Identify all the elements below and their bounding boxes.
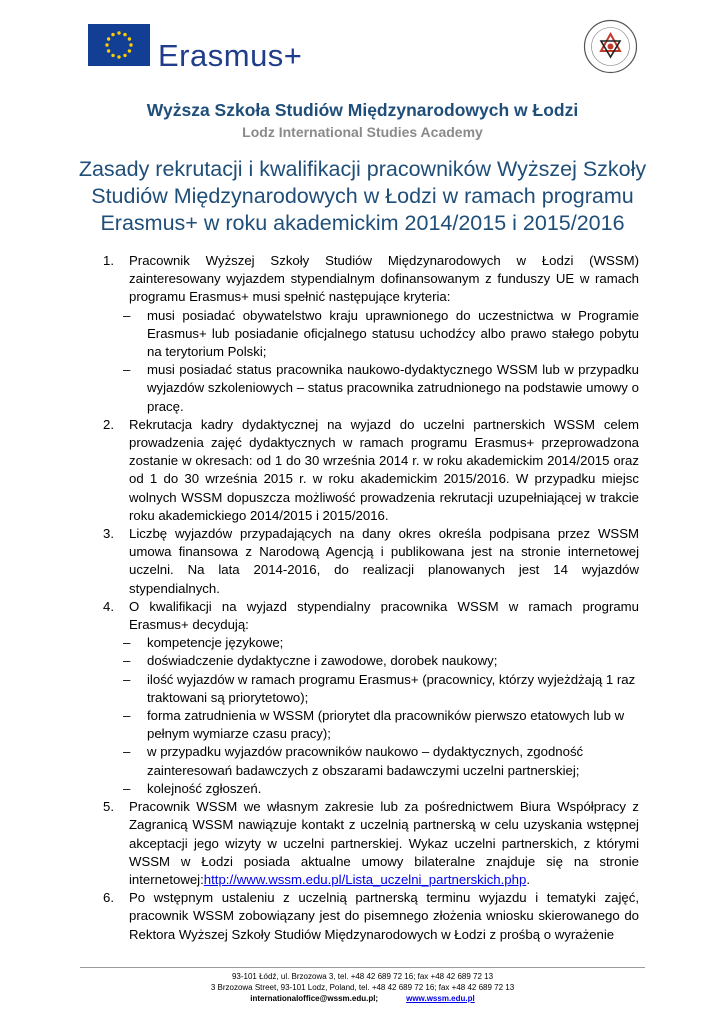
sub-item-text: musi posiadać status pracownika naukowo-dydaktycznego WSSM lub w przypadku wyjazdów szkoleniowych – status pracownika zatrudnionego na podstawie umowy o pracę. [147,362,639,414]
sub-item-text: kolejność zgłoszeń. [147,780,262,796]
item-text: Pracownik WSSM we własnym zakresie lub za pośrednictwem Biura Współpracy z Zagranicą WSSM nawiązuje kontakt z uczelnią partnerską w celu uzyskania wstępnej akceptacji jego wizyty w uczelni partnerskiej. Wykaz uczelni partnerskich, z którymi WSSM w Łodzi posiada aktualne umowy bilateralne znajduje się na stronie internetowej: [129,799,639,887]
document-title [70,156,655,237]
item-number: 2. [103,416,114,432]
title-line: Studiów Międzynarodowych w Łodzi w ramach programu [91,184,634,208]
title-line: Erasmus+ w roku akademickim 2014/2015 i 2015/2016 [100,211,625,235]
title-line: Zasady rekrutacji i kwalifikacji pracowników Wyższej Szkoły [78,157,647,181]
item-number: 4. [103,598,114,614]
item-number: 5. [103,799,114,815]
sub-item-text: kompetencje językowe; [147,635,284,651]
list-item [103,416,639,525]
list-item [103,525,639,598]
dash-bullet: – [123,307,131,323]
dash-bullet: – [123,362,131,378]
sub-item [103,634,639,652]
sub-item-text: ilość wyjazdów w ramach programu Erasmus+ (pracownicy, którzy wyjeżdżają 1 raz traktowani są priorytetowo); [147,671,636,705]
sub-item [103,743,639,779]
erasmus-logo: Erasmus+ [158,38,303,73]
item-text: O kwalifikacji na wyjazd stypendialny pracownika WSSM w ramach programu Erasmus+ decydują: [129,598,639,633]
sub-item [103,707,639,743]
item-text: Po wstępnym ustaleniu z uczelnią partnerską terminu wyjazdu i tematyki zajęć, pracownik WSSM zobowiązany jest do pisemnego złożenia wniosku skierowanego do Rektora Wyższej Szkoły Studiów Międzynarodowych w Łodzi z prośbą o wyrażenie [129,890,639,942]
sub-item-text: forma zatrudnienia w WSSM (priorytet dla pracowników pierwszo etatowych lub w pełnym wymiarze czasu pracy); [147,708,625,742]
list-item [103,798,639,889]
sub-item [103,671,639,707]
university-name: Wyższa Szkoła Studiów Międzynarodowych w Łodzi [146,100,579,120]
dash-bullet: – [123,671,131,687]
item-number: 3. [103,526,114,542]
footer-website-link[interactable]: www.wssm.edu.pl [406,994,475,1003]
sub-item [103,780,639,798]
dash-bullet: – [123,653,131,669]
sub-item [103,361,639,416]
dash-bullet: – [123,744,131,760]
partner-universities-link[interactable]: http://www.wssm.edu.pl/Lista_uczelni_partnerskich.php [203,871,527,887]
sub-item [103,307,639,362]
list-item [103,252,639,307]
eu-flag-icon [88,24,150,66]
item-text-end: . [526,871,530,887]
dash-bullet: – [123,708,131,724]
dash-bullet: – [123,780,131,796]
item-text: Pracownik Wyższej Szkoły Studiów Międzynarodowych w Łodzi (WSSM) zainteresowany wyjazdem stypendialnym dofinansowanym z funduszy UE w ramach programu Erasmus+ musi spełnić następujące kryteria: [129,253,639,305]
footer-address-pl: 93-101 Łódź, ul. Brzozowa 3, tel. +48 42 689 72 16; fax +48 42 689 72 13 [231,972,494,981]
item-number: 6. [103,890,114,906]
dash-bullet: – [123,635,131,651]
university-seal-icon [583,19,638,74]
footer-address-en: 3 Brzozowa Street, 93-101 Lodz, Poland, tel. +48 42 689 72 16; fax +48 42 689 72 13 [210,983,515,992]
sub-item-text: musi posiadać obywatelstwo kraju uprawnionego do uczestnictwa w Programie Erasmus+ lub posiadanie oficjalnego statusu uchodźcy albo prawo stałego pobytu na terytorium Polski; [147,307,639,360]
page-header [0,0,725,90]
footer-divider [80,967,645,968]
footer-email[interactable]: internationaloffice@wssm.edu.pl; [250,994,379,1003]
sub-item-text: w przypadku wyjazdów pracowników naukowo – dydaktycznych, zgodność zainteresowań badawczych z obszarami badawczymi uczelni partnerskiej; [147,744,584,778]
item-number: 1. [103,253,114,268]
sub-item-text: doświadczenie dydaktyczne i zawodowe, dorobek naukowy; [147,653,498,669]
sub-item [103,652,639,670]
footer-contacts [0,993,725,1004]
item-text: Liczbę wyjazdów przypadających na dany okres określa podpisana przez WSSM umowa finansowa z Narodową Agencją i publikowana jest na stronie internetowej uczelni. Na lata 2014-2016, do realizacji planowanych jest 14 wyjazdów stypendialnych. [129,526,639,596]
list-item [103,598,639,634]
document-body [103,252,639,944]
item-text: Rekrutacja kadry dydaktycznej na wyjazd do uczelni partnerskich WSSM celem prowadzenia zajęć dydaktycznych w ramach programu Erasmus+ przeprowadzona zostanie w okresach: od 1 do 30 września 2014 r. w roku akademickim 2014/2015 oraz od 1 do 30 września 2015 r. w roku akademickim 2015/2016. W przypadku miejsc wolnych WSSM dopuszcza możliwość prowadzenia rekrutacji uzupełniającej w trakcie roku akademickiego 2014/2015 i 2015/2016. [129,416,639,523]
list-item [103,889,639,944]
university-english-name: Lodz International Studies Academy [242,124,483,140]
